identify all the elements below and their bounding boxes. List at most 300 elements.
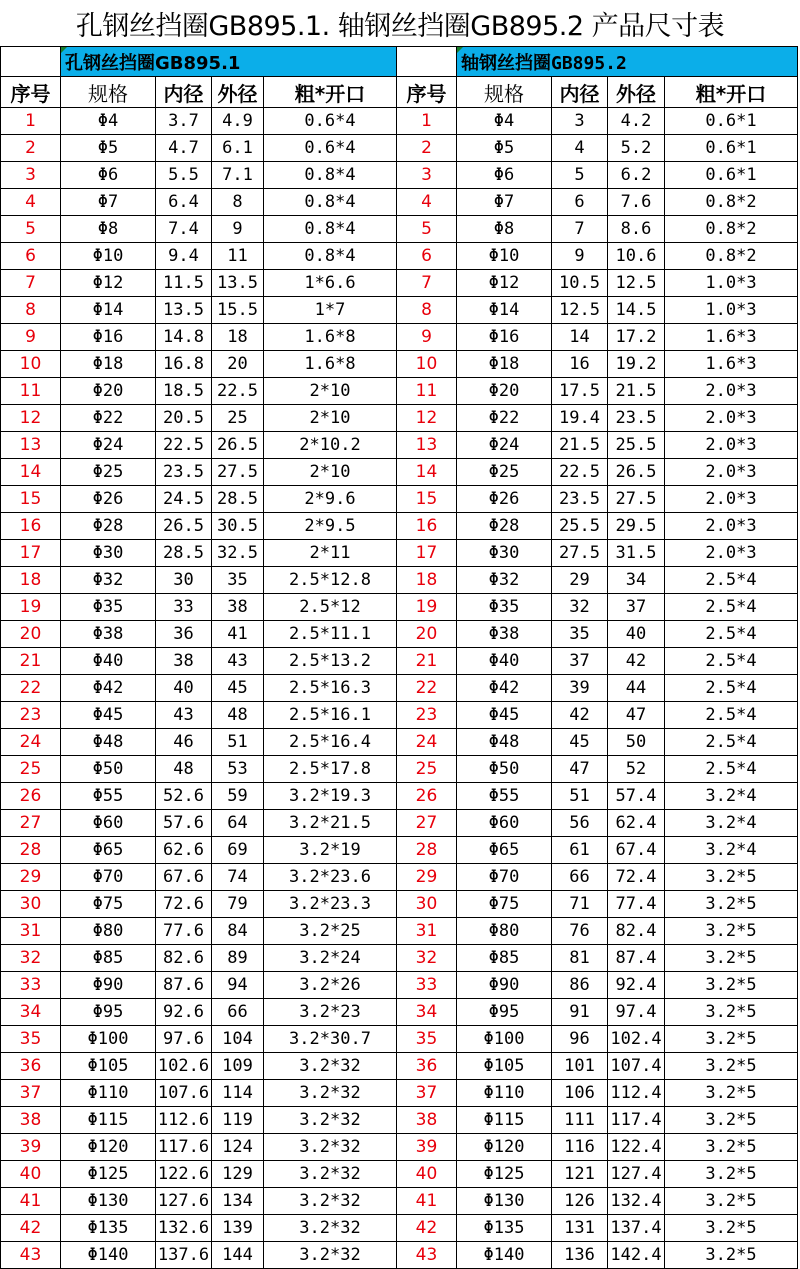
left-row-index: 9	[1, 324, 61, 351]
right-row-spec: Φ60	[457, 810, 552, 837]
right-row-outer-diameter: 50	[608, 729, 665, 756]
right-row-outer-diameter: 29.5	[608, 513, 665, 540]
left-row-spec: Φ20	[61, 378, 156, 405]
left-row-inner-diameter: 4.7	[156, 135, 212, 162]
right-row-spec: Φ80	[457, 918, 552, 945]
right-row-spec: Φ110	[457, 1080, 552, 1107]
left-row-spec: Φ10	[61, 243, 156, 270]
left-row-inner-diameter: 6.4	[156, 189, 212, 216]
right-row-inner-diameter: 3	[552, 108, 608, 135]
left-row-outer-diameter: 66	[212, 999, 264, 1026]
right-row-outer-diameter: 127.4	[608, 1161, 665, 1188]
left-row-thickness-opening: 0.8*4	[264, 162, 397, 189]
right-row-outer-diameter: 52	[608, 756, 665, 783]
right-row-inner-diameter: 16	[552, 351, 608, 378]
left-row-outer-diameter: 13.5	[212, 270, 264, 297]
left-row-outer-diameter: 129	[212, 1161, 264, 1188]
left-row-thickness-opening: 1.6*8	[264, 351, 397, 378]
cell-comment-marker	[61, 47, 67, 53]
left-row-spec: Φ12	[61, 270, 156, 297]
left-row-thickness-opening: 3.2*19.3	[264, 783, 397, 810]
left-row-outer-diameter: 7.1	[212, 162, 264, 189]
left-row-spec: Φ130	[61, 1188, 156, 1215]
right-row-index: 1	[397, 108, 457, 135]
left-row-index: 20	[1, 621, 61, 648]
table-row	[1, 324, 798, 351]
left-row-thickness-opening: 2*10.2	[264, 432, 397, 459]
table-row	[1, 270, 798, 297]
left-row-thickness-opening: 3.2*21.5	[264, 810, 397, 837]
left-row-inner-diameter: 132.6	[156, 1215, 212, 1242]
right-row-outer-diameter: 77.4	[608, 891, 665, 918]
left-row-outer-diameter: 41	[212, 621, 264, 648]
left-row-inner-diameter: 3.7	[156, 108, 212, 135]
left-row-index: 6	[1, 243, 61, 270]
left-row-index: 3	[1, 162, 61, 189]
right-row-outer-diameter: 72.4	[608, 864, 665, 891]
right-row-thickness-opening: 3.2*5	[665, 864, 798, 891]
right-row-inner-diameter: 22.5	[552, 459, 608, 486]
left-row-thickness-opening: 3.2*32	[264, 1242, 397, 1269]
left-row-spec: Φ26	[61, 486, 156, 513]
table-row	[1, 675, 798, 702]
right-row-inner-diameter: 9	[552, 243, 608, 270]
right-row-index: 20	[397, 621, 457, 648]
left-row-spec: Φ70	[61, 864, 156, 891]
right-row-index: 5	[397, 216, 457, 243]
right-row-index: 38	[397, 1107, 457, 1134]
table-row	[1, 135, 798, 162]
right-table-caption	[457, 47, 798, 77]
left-row-spec: Φ50	[61, 756, 156, 783]
left-row-index: 40	[1, 1161, 61, 1188]
left-row-index: 29	[1, 864, 61, 891]
left-row-thickness-opening: 1*6.6	[264, 270, 397, 297]
right-row-thickness-opening: 3.2*5	[665, 972, 798, 999]
right-row-thickness-opening: 3.2*5	[665, 1134, 798, 1161]
right-row-thickness-opening: 3.2*5	[665, 1107, 798, 1134]
left-row-inner-diameter: 20.5	[156, 405, 212, 432]
right-row-spec: Φ55	[457, 783, 552, 810]
left-row-outer-diameter: 9	[212, 216, 264, 243]
right-row-outer-diameter: 10.6	[608, 243, 665, 270]
table-row	[1, 810, 798, 837]
left-row-inner-diameter: 22.5	[156, 432, 212, 459]
left-row-thickness-opening: 0.8*4	[264, 189, 397, 216]
left-row-outer-diameter: 119	[212, 1107, 264, 1134]
page-title: 孔钢丝挡圈GB895.1. 轴钢丝挡圈GB895.2 产品尺寸表	[75, 10, 725, 42]
table-row	[1, 243, 798, 270]
left-row-spec: Φ40	[61, 648, 156, 675]
left-row-inner-diameter: 92.6	[156, 999, 212, 1026]
left-row-thickness-opening: 3.2*32	[264, 1215, 397, 1242]
table-row	[1, 1188, 798, 1215]
right-row-inner-diameter: 32	[552, 594, 608, 621]
right-row-outer-diameter: 117.4	[608, 1107, 665, 1134]
left-row-index: 2	[1, 135, 61, 162]
left-row-thickness-opening: 3.2*23.6	[264, 864, 397, 891]
left-row-spec: Φ5	[61, 135, 156, 162]
right-row-outer-diameter: 6.2	[608, 162, 665, 189]
table-row	[1, 513, 798, 540]
left-row-inner-diameter: 127.6	[156, 1188, 212, 1215]
right-row-spec: Φ22	[457, 405, 552, 432]
left-row-inner-diameter: 18.5	[156, 378, 212, 405]
left-row-index: 13	[1, 432, 61, 459]
left-row-index: 18	[1, 567, 61, 594]
left-row-inner-diameter: 107.6	[156, 1080, 212, 1107]
right-row-inner-diameter: 136	[552, 1242, 608, 1269]
table-row	[1, 729, 798, 756]
left-row-outer-diameter: 79	[212, 891, 264, 918]
left-row-spec: Φ24	[61, 432, 156, 459]
right-row-outer-diameter: 122.4	[608, 1134, 665, 1161]
left-row-inner-diameter: 97.6	[156, 1026, 212, 1053]
table-row	[1, 1080, 798, 1107]
right-row-inner-diameter: 111	[552, 1107, 608, 1134]
left-row-spec: Φ8	[61, 216, 156, 243]
right-row-inner-diameter: 4	[552, 135, 608, 162]
left-row-index: 43	[1, 1242, 61, 1269]
left-row-spec: Φ25	[61, 459, 156, 486]
left-row-outer-diameter: 109	[212, 1053, 264, 1080]
right-row-spec: Φ140	[457, 1242, 552, 1269]
left-row-inner-diameter: 137.6	[156, 1242, 212, 1269]
table-row	[1, 1026, 798, 1053]
right-row-thickness-opening: 2.0*3	[665, 405, 798, 432]
header-inner-diameter: 内径	[552, 77, 608, 108]
table-row	[1, 378, 798, 405]
left-row-spec: Φ90	[61, 972, 156, 999]
right-row-thickness-opening: 2.5*4	[665, 756, 798, 783]
right-row-outer-diameter: 132.4	[608, 1188, 665, 1215]
right-row-outer-diameter: 27.5	[608, 486, 665, 513]
right-row-spec: Φ5	[457, 135, 552, 162]
right-row-thickness-opening: 3.2*5	[665, 1215, 798, 1242]
right-row-inner-diameter: 25.5	[552, 513, 608, 540]
left-row-inner-diameter: 82.6	[156, 945, 212, 972]
right-row-index: 18	[397, 567, 457, 594]
left-row-inner-diameter: 14.8	[156, 324, 212, 351]
right-row-index: 41	[397, 1188, 457, 1215]
left-row-index: 26	[1, 783, 61, 810]
left-row-thickness-opening: 0.8*4	[264, 216, 397, 243]
left-row-thickness-opening: 2.5*11.1	[264, 621, 397, 648]
right-row-index: 27	[397, 810, 457, 837]
right-row-spec: Φ38	[457, 621, 552, 648]
left-row-outer-diameter: 18	[212, 324, 264, 351]
table-row	[1, 594, 798, 621]
left-row-index: 28	[1, 837, 61, 864]
left-row-index: 14	[1, 459, 61, 486]
right-row-inner-diameter: 45	[552, 729, 608, 756]
right-row-index: 23	[397, 702, 457, 729]
left-row-index: 10	[1, 351, 61, 378]
right-row-thickness-opening: 2.5*4	[665, 648, 798, 675]
left-row-outer-diameter: 11	[212, 243, 264, 270]
left-row-spec: Φ42	[61, 675, 156, 702]
left-row-outer-diameter: 51	[212, 729, 264, 756]
left-row-spec: Φ48	[61, 729, 156, 756]
right-row-inner-diameter: 81	[552, 945, 608, 972]
left-row-thickness-opening: 2*10	[264, 459, 397, 486]
table-row	[1, 540, 798, 567]
left-row-thickness-opening: 2*10	[264, 405, 397, 432]
right-row-inner-diameter: 17.5	[552, 378, 608, 405]
left-row-spec: Φ140	[61, 1242, 156, 1269]
left-row-thickness-opening: 2*9.5	[264, 513, 397, 540]
right-row-thickness-opening: 3.2*5	[665, 1053, 798, 1080]
left-row-spec: Φ14	[61, 297, 156, 324]
table-row	[1, 864, 798, 891]
left-row-outer-diameter: 32.5	[212, 540, 264, 567]
right-row-spec: Φ6	[457, 162, 552, 189]
right-row-outer-diameter: 92.4	[608, 972, 665, 999]
table-row	[1, 1107, 798, 1134]
right-row-index: 42	[397, 1215, 457, 1242]
table-row	[1, 567, 798, 594]
left-row-index: 27	[1, 810, 61, 837]
right-row-spec: Φ120	[457, 1134, 552, 1161]
left-row-outer-diameter: 28.5	[212, 486, 264, 513]
left-row-index: 21	[1, 648, 61, 675]
header-outer-diameter: 外径	[608, 77, 665, 108]
right-row-spec: Φ125	[457, 1161, 552, 1188]
right-row-spec: Φ115	[457, 1107, 552, 1134]
left-row-inner-diameter: 87.6	[156, 972, 212, 999]
left-row-spec: Φ115	[61, 1107, 156, 1134]
left-row-outer-diameter: 114	[212, 1080, 264, 1107]
table-row	[1, 999, 798, 1026]
right-row-outer-diameter: 19.2	[608, 351, 665, 378]
right-row-inner-diameter: 91	[552, 999, 608, 1026]
right-row-inner-diameter: 126	[552, 1188, 608, 1215]
left-row-outer-diameter: 48	[212, 702, 264, 729]
left-row-spec: Φ120	[61, 1134, 156, 1161]
right-row-spec: Φ40	[457, 648, 552, 675]
right-row-outer-diameter: 4.2	[608, 108, 665, 135]
table-row	[1, 1215, 798, 1242]
right-row-outer-diameter: 25.5	[608, 432, 665, 459]
table-row	[1, 189, 798, 216]
table-row	[1, 702, 798, 729]
right-row-index: 16	[397, 513, 457, 540]
left-row-spec: Φ100	[61, 1026, 156, 1053]
left-row-index: 41	[1, 1188, 61, 1215]
right-row-index: 2	[397, 135, 457, 162]
header-row	[1, 77, 798, 108]
right-row-thickness-opening: 0.8*2	[665, 216, 798, 243]
right-row-inner-diameter: 101	[552, 1053, 608, 1080]
right-row-spec: Φ65	[457, 837, 552, 864]
left-row-index: 11	[1, 378, 61, 405]
left-row-outer-diameter: 59	[212, 783, 264, 810]
left-row-inner-diameter: 9.4	[156, 243, 212, 270]
right-row-spec: Φ42	[457, 675, 552, 702]
right-row-spec: Φ90	[457, 972, 552, 999]
right-row-index: 26	[397, 783, 457, 810]
left-row-thickness-opening: 3.2*32	[264, 1053, 397, 1080]
right-row-spec: Φ70	[457, 864, 552, 891]
right-row-thickness-opening: 1.6*3	[665, 324, 798, 351]
right-row-outer-diameter: 112.4	[608, 1080, 665, 1107]
left-row-outer-diameter: 35	[212, 567, 264, 594]
right-row-index: 7	[397, 270, 457, 297]
left-row-outer-diameter: 94	[212, 972, 264, 999]
left-row-index: 33	[1, 972, 61, 999]
left-row-thickness-opening: 2.5*13.2	[264, 648, 397, 675]
left-row-spec: Φ110	[61, 1080, 156, 1107]
left-row-thickness-opening: 0.8*4	[264, 243, 397, 270]
left-row-inner-diameter: 40	[156, 675, 212, 702]
right-row-index: 15	[397, 486, 457, 513]
right-row-outer-diameter: 34	[608, 567, 665, 594]
right-row-outer-diameter: 8.6	[608, 216, 665, 243]
left-row-inner-diameter: 16.8	[156, 351, 212, 378]
right-row-inner-diameter: 37	[552, 648, 608, 675]
right-row-inner-diameter: 14	[552, 324, 608, 351]
right-row-outer-diameter: 137.4	[608, 1215, 665, 1242]
right-row-outer-diameter: 7.6	[608, 189, 665, 216]
left-row-index: 15	[1, 486, 61, 513]
table-row	[1, 1242, 798, 1269]
cell-comment-marker	[457, 47, 463, 53]
left-row-spec: Φ18	[61, 351, 156, 378]
left-row-outer-diameter: 144	[212, 1242, 264, 1269]
right-row-inner-diameter: 76	[552, 918, 608, 945]
left-row-outer-diameter: 134	[212, 1188, 264, 1215]
right-row-spec: Φ28	[457, 513, 552, 540]
left-row-inner-diameter: 62.6	[156, 837, 212, 864]
left-row-inner-diameter: 28.5	[156, 540, 212, 567]
left-row-index: 1	[1, 108, 61, 135]
right-row-thickness-opening: 3.2*5	[665, 918, 798, 945]
left-row-index: 25	[1, 756, 61, 783]
right-row-inner-diameter: 51	[552, 783, 608, 810]
table-row	[1, 459, 798, 486]
right-row-index: 32	[397, 945, 457, 972]
right-row-inner-diameter: 19.4	[552, 405, 608, 432]
left-row-inner-diameter: 112.6	[156, 1107, 212, 1134]
right-row-inner-diameter: 121	[552, 1161, 608, 1188]
left-row-index: 39	[1, 1134, 61, 1161]
right-caption-text: 轴钢丝挡圈GB895.2	[461, 52, 627, 74]
left-row-inner-diameter: 48	[156, 756, 212, 783]
left-row-index: 8	[1, 297, 61, 324]
left-row-inner-diameter: 33	[156, 594, 212, 621]
left-row-thickness-opening: 3.2*23	[264, 999, 397, 1026]
right-row-inner-diameter: 35	[552, 621, 608, 648]
left-row-index: 4	[1, 189, 61, 216]
right-row-inner-diameter: 29	[552, 567, 608, 594]
right-row-index: 34	[397, 999, 457, 1026]
right-row-outer-diameter: 142.4	[608, 1242, 665, 1269]
left-row-thickness-opening: 2.5*16.1	[264, 702, 397, 729]
right-row-index: 28	[397, 837, 457, 864]
right-row-thickness-opening: 2.5*4	[665, 702, 798, 729]
right-row-index: 22	[397, 675, 457, 702]
right-row-spec: Φ14	[457, 297, 552, 324]
left-row-spec: Φ65	[61, 837, 156, 864]
left-row-spec: Φ4	[61, 108, 156, 135]
right-row-spec: Φ26	[457, 486, 552, 513]
right-row-thickness-opening: 3.2*4	[665, 810, 798, 837]
left-table-caption	[61, 47, 397, 77]
left-row-thickness-opening: 2.5*16.3	[264, 675, 397, 702]
left-row-inner-diameter: 5.5	[156, 162, 212, 189]
right-row-outer-diameter: 62.4	[608, 810, 665, 837]
right-row-index: 36	[397, 1053, 457, 1080]
left-row-index: 17	[1, 540, 61, 567]
right-row-inner-diameter: 21.5	[552, 432, 608, 459]
right-row-inner-diameter: 7	[552, 216, 608, 243]
left-row-inner-diameter: 23.5	[156, 459, 212, 486]
right-row-index: 13	[397, 432, 457, 459]
right-row-index: 12	[397, 405, 457, 432]
left-caption-text: 孔钢丝挡圈GB895.1	[65, 52, 241, 74]
left-row-spec: Φ45	[61, 702, 156, 729]
table-row	[1, 891, 798, 918]
right-row-index: 30	[397, 891, 457, 918]
right-row-outer-diameter: 44	[608, 675, 665, 702]
left-row-spec: Φ32	[61, 567, 156, 594]
left-row-thickness-opening: 1*7	[264, 297, 397, 324]
right-row-inner-diameter: 12.5	[552, 297, 608, 324]
right-row-outer-diameter: 17.2	[608, 324, 665, 351]
header-inner-diameter: 内径	[156, 77, 212, 108]
right-row-index: 17	[397, 540, 457, 567]
right-row-index: 35	[397, 1026, 457, 1053]
right-row-spec: Φ20	[457, 378, 552, 405]
left-row-thickness-opening: 2.5*12.8	[264, 567, 397, 594]
right-row-outer-diameter: 40	[608, 621, 665, 648]
right-row-spec: Φ16	[457, 324, 552, 351]
right-row-index: 39	[397, 1134, 457, 1161]
table-row	[1, 783, 798, 810]
left-row-inner-diameter: 7.4	[156, 216, 212, 243]
table-row	[1, 1161, 798, 1188]
left-row-spec: Φ55	[61, 783, 156, 810]
right-row-index: 19	[397, 594, 457, 621]
table-row	[1, 486, 798, 513]
right-row-outer-diameter: 5.2	[608, 135, 665, 162]
left-row-index: 7	[1, 270, 61, 297]
left-row-outer-diameter: 74	[212, 864, 264, 891]
right-row-index: 25	[397, 756, 457, 783]
header-index: 序号	[1, 77, 61, 108]
left-row-outer-diameter: 22.5	[212, 378, 264, 405]
left-row-thickness-opening: 3.2*32	[264, 1134, 397, 1161]
right-row-inner-diameter: 71	[552, 891, 608, 918]
left-row-index: 16	[1, 513, 61, 540]
left-row-inner-diameter: 26.5	[156, 513, 212, 540]
left-row-thickness-opening: 3.2*23.3	[264, 891, 397, 918]
right-row-thickness-opening: 0.6*1	[665, 108, 798, 135]
right-row-outer-diameter: 37	[608, 594, 665, 621]
right-row-index: 21	[397, 648, 457, 675]
right-row-thickness-opening: 2.0*3	[665, 378, 798, 405]
left-row-thickness-opening: 2.5*16.4	[264, 729, 397, 756]
left-row-outer-diameter: 15.5	[212, 297, 264, 324]
right-row-thickness-opening: 2.5*4	[665, 621, 798, 648]
right-row-spec: Φ45	[457, 702, 552, 729]
left-row-spec: Φ105	[61, 1053, 156, 1080]
left-row-thickness-opening: 2*9.6	[264, 486, 397, 513]
left-row-index: 32	[1, 945, 61, 972]
right-row-inner-diameter: 106	[552, 1080, 608, 1107]
right-row-inner-diameter: 56	[552, 810, 608, 837]
right-row-thickness-opening: 3.2*5	[665, 945, 798, 972]
